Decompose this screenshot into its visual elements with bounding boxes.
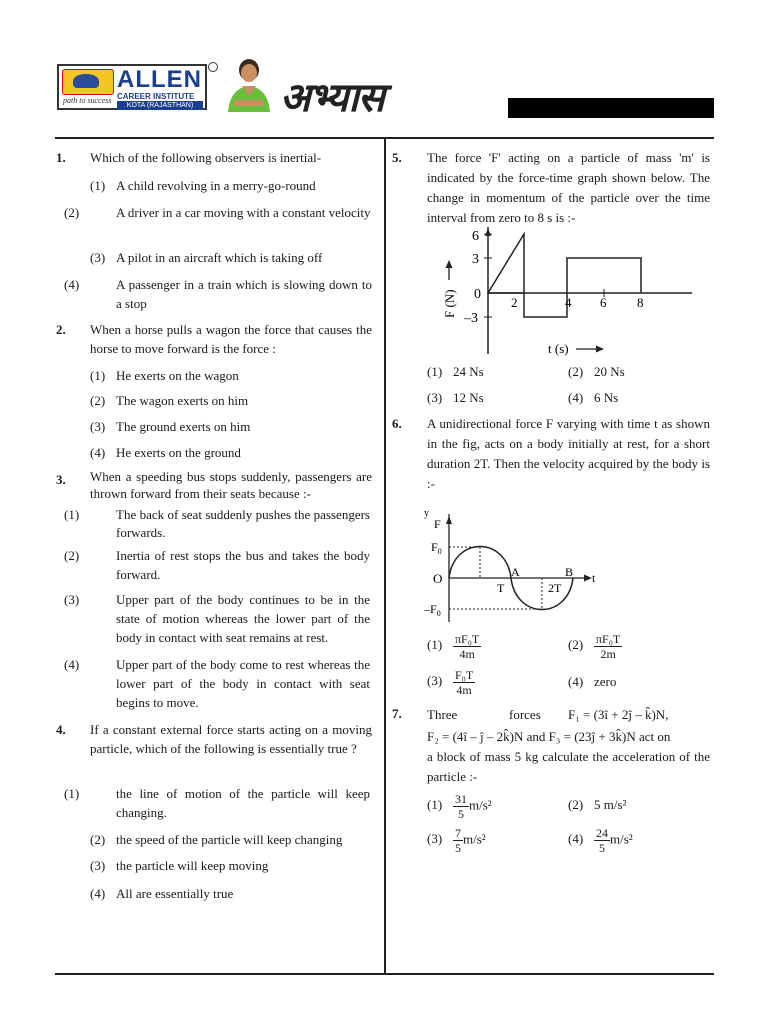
label-f0: $F_0$: [431, 540, 442, 556]
logo-location: KOTA (RAJASTHAN): [117, 101, 203, 110]
x-axis-label: t: [592, 571, 596, 585]
question-text: If a constant external force starts acting on a moving particle, which of the following is essentially true ?: [90, 722, 372, 756]
point-b: B: [565, 565, 574, 579]
option-2: (2) 5 m/s²: [568, 797, 627, 812]
option-2: (2) 20 Ns: [568, 364, 625, 379]
label-neg-f0: $-F_0$: [424, 602, 441, 618]
x-tick-4: 4: [565, 295, 572, 310]
option-3: (3) $\frac{\text{F₀T}}{4m}$: [427, 668, 474, 697]
question-number: 5.: [392, 150, 402, 165]
option-4: (4) A passenger in a train which is slowing down to a stop: [64, 277, 372, 311]
option-3: (3) Upper part of the body continues to be in the state of motion whereas the lower part of the body in contact with seat remains at rest.: [64, 592, 370, 645]
question-number: 6.: [392, 416, 402, 431]
logo-tagline: path to success: [63, 96, 112, 105]
option-1: (1) A child revolving in a merry-go-round: [90, 178, 316, 193]
registered-mark-icon: [208, 62, 218, 72]
option-2: (2) $\frac{\text{πF₀T}}{2m}$: [568, 632, 621, 661]
option-2: (2) the speed of the particle will keep changing: [90, 832, 343, 847]
force-time-graph: [430, 222, 700, 362]
header-bar: [508, 98, 714, 118]
option-1: (1) The back of seat suddenly pushes the passengers forwards.: [64, 507, 370, 540]
option-1: (1) the line of motion of the particle will keep changing.: [64, 786, 370, 820]
option-1: (1) $\frac{31}{5}$ m/s²: [427, 792, 492, 821]
page-title: अभ्यास: [280, 75, 384, 121]
force-f2-f3: F₂ = (4î – ĵ – 2k̂)N and F₃ = (23ĵ + 3k̂)N act on: [427, 729, 671, 744]
option-2: (2) The wagon exerts on him: [90, 393, 249, 408]
bottom-divider: [55, 973, 714, 975]
question-number: 7.: [392, 706, 402, 721]
y-tick-3: 3: [472, 252, 479, 267]
force-sine-graph: [420, 504, 610, 630]
question-number: 1.: [56, 150, 66, 165]
question-number: 2.: [56, 322, 66, 337]
label-2t: 2T: [548, 581, 562, 595]
column-divider: [384, 137, 386, 973]
question-text: a block of mass 5 kg calculate the acceleration of the particle :-: [427, 749, 710, 784]
option-3: (3) the particle will keep moving: [90, 858, 269, 873]
x-axis-label: t (s): [548, 341, 569, 356]
question-text: When a horse pulls a wagon the force that causes the horse to move forward is the force :: [90, 322, 372, 356]
x-tick-6: 6: [600, 295, 607, 310]
question-text: A unidirectional force F varying with time t as shown in the fig, acts on a body initially at rest, for a short duration 2T. Then the velocity acquired by the body is :-: [427, 416, 710, 491]
y-tick-6: 6: [472, 229, 479, 244]
y-axis-label: F (N): [442, 289, 457, 318]
option-3: (3) 12 Ns: [427, 390, 484, 405]
option-3: (3) The ground exerts on him: [90, 419, 251, 434]
y-tick-0: 0: [474, 287, 481, 302]
option-1: (1) He exerts on the wagon: [90, 368, 239, 383]
question-text-start: Three: [427, 707, 458, 722]
y-label-top: y: [424, 508, 429, 519]
question-text: When a speeding bus stops suddenly, passengers are thrown forward from their seats because :-: [90, 469, 372, 501]
option-4: (4) He exerts on the ground: [90, 445, 241, 460]
logo-subtitle: CAREER INSTITUTE: [117, 92, 195, 101]
x-tick-8: 8: [637, 295, 644, 310]
option-4: (4) Upper part of the body come to rest whereas the lower part of the body in contact with seat begins to move.: [64, 657, 370, 710]
option-3: (3) $\frac{7}{5}$ m/s²: [427, 826, 486, 855]
point-a: A: [511, 565, 520, 579]
option-2: (2) Inertia of rest stops the bus and takes the body forward.: [64, 548, 370, 582]
question-number: 3.: [56, 472, 66, 487]
avatar: [222, 56, 276, 112]
option-4: (4) All are essentially true: [90, 886, 234, 901]
y-axis-label: F: [434, 517, 441, 531]
option-4: (4) 6 Ns: [568, 390, 619, 405]
option-4: (4) zero: [568, 674, 617, 689]
label-t: T: [497, 581, 505, 595]
question-text: The force 'F' acting on a particle of mass 'm' is indicated by the force-time graph shown below. The change in momentum of the particle over the time interval from zero to 8 s is :-: [427, 150, 710, 225]
allen-logo: [57, 64, 207, 110]
question-text: Which of the following observers is inertial-: [90, 150, 322, 165]
question-text-forces: forces: [509, 707, 541, 722]
option-1: (1) 24 Ns: [427, 364, 484, 379]
option-1: (1) $\frac{\text{πF₀T}}{4m}$: [427, 632, 480, 661]
graduation-cap-icon: [62, 69, 114, 95]
option-2: (2) A driver in a car moving with a constant velocity: [64, 205, 371, 220]
page-header: [0, 0, 768, 130]
logo-name: ALLEN: [117, 66, 202, 93]
question-number: 4.: [56, 722, 66, 737]
x-tick-2: 2: [511, 295, 518, 310]
force-f1: F₁ = (3î + 2ĵ – k̂)N,: [568, 707, 669, 722]
option-4: (4) $\frac{24}{5}$ m/s²: [568, 826, 633, 855]
y-tick-neg3: –3: [464, 311, 478, 326]
origin-label: O: [433, 571, 443, 586]
option-3: (3) A pilot in an aircraft which is taking off: [90, 250, 323, 265]
